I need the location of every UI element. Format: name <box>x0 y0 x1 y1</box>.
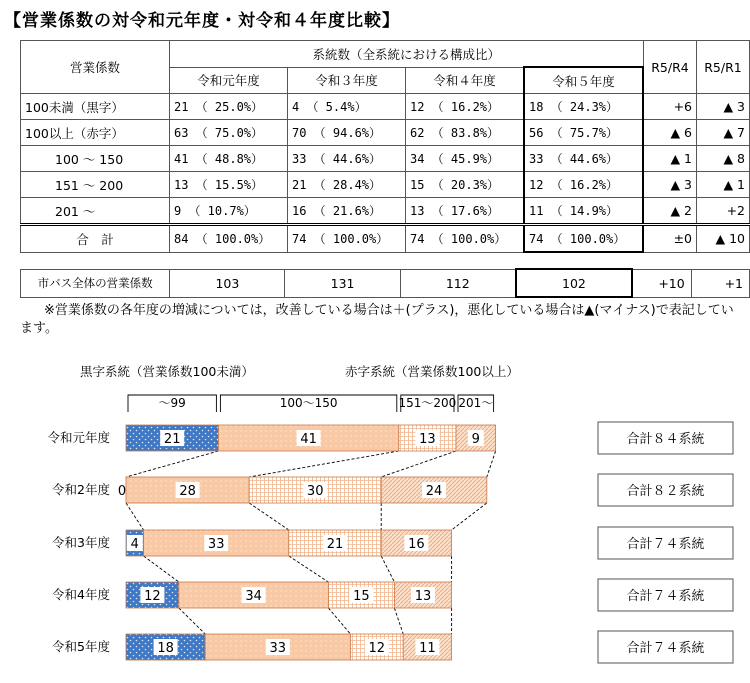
change-cell: ▲ 2 <box>643 198 697 225</box>
change-cell: ▲ 1 <box>643 146 697 172</box>
data-label: 13 <box>414 589 432 604</box>
year-header: 令和３年度 <box>288 67 406 94</box>
data-label: 16 <box>408 537 425 552</box>
total-label: 合計８２系統 <box>626 484 705 499</box>
page-title: 【営業係数の対令和元年度・対令和４年度比較】 <box>4 11 400 31</box>
change-cell: ▲ 6 <box>643 120 697 146</box>
data-label: 0 <box>117 484 127 499</box>
bars <box>47 422 733 663</box>
group-label: 赤字系統（営業係数100以上） <box>345 364 519 379</box>
table-cell: 74 （ 100.0%） <box>524 225 643 253</box>
table-cell: 21 （ 28.4%） <box>288 172 406 198</box>
table-cell: 33 （ 44.6%） <box>524 146 643 172</box>
data-label: 21 <box>163 432 181 447</box>
connector-line <box>381 451 456 477</box>
table-cell: 74 （ 100.0%） <box>288 225 406 253</box>
category-label: 令和3年度 <box>52 535 110 550</box>
change-header-r5r1: R5/R1 <box>697 41 750 94</box>
table-cell: 12 （ 16.2%） <box>524 172 643 198</box>
data-label: 11 <box>419 641 436 656</box>
table-cell: 102 <box>516 269 632 297</box>
category-label: 令和2年度 <box>52 482 110 497</box>
connector-line <box>249 503 289 530</box>
table-cell: 4 （ 5.4%） <box>288 94 406 120</box>
table-cell: 13 （ 15.5%） <box>170 172 288 198</box>
table-cell: 63 （ 75.0%） <box>170 120 288 146</box>
change-cell: +6 <box>643 94 697 120</box>
year-header: 令和元年度 <box>170 67 288 94</box>
bracket-labels <box>128 395 494 412</box>
connector-line <box>126 451 218 477</box>
connector-line <box>487 451 496 477</box>
data-label: 28 <box>179 484 196 499</box>
change-header-r5r4: R5/R4 <box>643 41 697 94</box>
category-label: 令和元年度 <box>47 430 110 445</box>
data-label: 12 <box>368 641 386 656</box>
table-cell: 62 （ 83.8%） <box>406 120 525 146</box>
table-cell: 41 （ 48.8%） <box>170 146 288 172</box>
table-cell: 21 （ 25.0%） <box>170 94 288 120</box>
table-cell: 56 （ 75.7%） <box>524 120 643 146</box>
table-cell: 13 （ 17.6%） <box>406 198 525 225</box>
data-label: 13 <box>419 432 436 447</box>
row-label: 151 ～ 200 <box>21 172 170 198</box>
table-cell: 15 （ 20.3%） <box>406 172 525 198</box>
change-cell: +2 <box>697 198 750 225</box>
category-label: 令和4年度 <box>52 587 110 602</box>
data-label: 33 <box>207 537 225 552</box>
table-cell: 84 （ 100.0%） <box>170 225 288 253</box>
bracket-label: 151～200 <box>398 396 457 410</box>
table-cell: 18 （ 24.3%） <box>524 94 643 120</box>
group-header: 系統数（全系統における構成比） <box>170 41 644 68</box>
change-cell: +10 <box>632 269 691 297</box>
connector-line <box>249 451 399 477</box>
total-label: 合計７４系統 <box>626 589 705 604</box>
total-label: 合 計 <box>21 225 170 253</box>
data-label: 4 <box>130 537 139 552</box>
data-label: 15 <box>353 589 370 604</box>
data-label: 41 <box>300 432 317 447</box>
data-label: 24 <box>425 484 443 499</box>
table-cell: 16 （ 21.6%） <box>288 198 406 225</box>
bracket-label: 201～ <box>458 396 494 410</box>
change-cell: ▲ 8 <box>697 146 750 172</box>
row-label: 201 ～ <box>21 198 170 225</box>
total-label: 合計８４系統 <box>626 432 705 447</box>
table-cell: 70 （ 94.6%） <box>288 120 406 146</box>
change-cell: ▲ 7 <box>697 120 750 146</box>
connector-line <box>289 556 329 582</box>
row-label: 100以上（赤字） <box>21 120 170 146</box>
connector-line <box>381 556 394 582</box>
bracket-label: 100～150 <box>279 396 338 410</box>
total-label: 合計７４系統 <box>626 641 705 656</box>
data-label: 9 <box>471 432 480 447</box>
row-label: 100 ～ 150 <box>21 146 170 172</box>
data-label: 21 <box>326 537 344 552</box>
table-cell: 11 （ 14.9%） <box>524 198 643 225</box>
connector-line <box>144 556 179 582</box>
corner-header: 営業係数 <box>21 41 170 94</box>
bus-label: 市バス全体の営業係数 <box>21 269 170 297</box>
change-cell: ▲ 3 <box>643 172 697 198</box>
connector-line <box>126 503 144 530</box>
change-cell: +1 <box>691 269 749 297</box>
data-label: 12 <box>144 589 161 604</box>
data-label: 33 <box>269 641 287 656</box>
table-cell: 103 <box>170 269 285 297</box>
group-label: 黒字系統（営業係数100未満） <box>80 364 254 379</box>
data-label: 34 <box>245 589 262 604</box>
table-cell: 112 <box>400 269 516 297</box>
table-cell: 74 （ 100.0%） <box>406 225 525 253</box>
data-label: 30 <box>306 484 324 499</box>
table-cell: 33 （ 44.6%） <box>288 146 406 172</box>
change-cell: ▲ 10 <box>697 225 750 253</box>
connector-line <box>394 608 403 634</box>
table-cell: 131 <box>285 269 400 297</box>
connector-line <box>179 608 205 634</box>
table-cell: 12 （ 16.2%） <box>406 94 525 120</box>
change-cell: ▲ 1 <box>697 172 750 198</box>
year-header: 令和５年度 <box>524 67 643 94</box>
connector-line <box>452 503 487 530</box>
change-cell: ▲ 3 <box>697 94 750 120</box>
change-cell: ±0 <box>643 225 697 253</box>
bracket-label: ～99 <box>158 396 186 410</box>
row-label: 100未満（黒字） <box>21 94 170 120</box>
table-cell: 34 （ 45.9%） <box>406 146 525 172</box>
total-label: 合計７４系統 <box>626 537 705 552</box>
table-cell: 9 （ 10.7%） <box>170 198 288 225</box>
note-text: ※営業係数の各年度の増減については，改善している場合は＋(プラス)，悪化している場合は▲(マイナス)で表記しています。 <box>20 303 734 336</box>
connector-line <box>328 608 350 634</box>
category-label: 令和5年度 <box>52 639 110 654</box>
year-header: 令和４年度 <box>406 67 525 94</box>
data-label: 18 <box>157 641 174 656</box>
